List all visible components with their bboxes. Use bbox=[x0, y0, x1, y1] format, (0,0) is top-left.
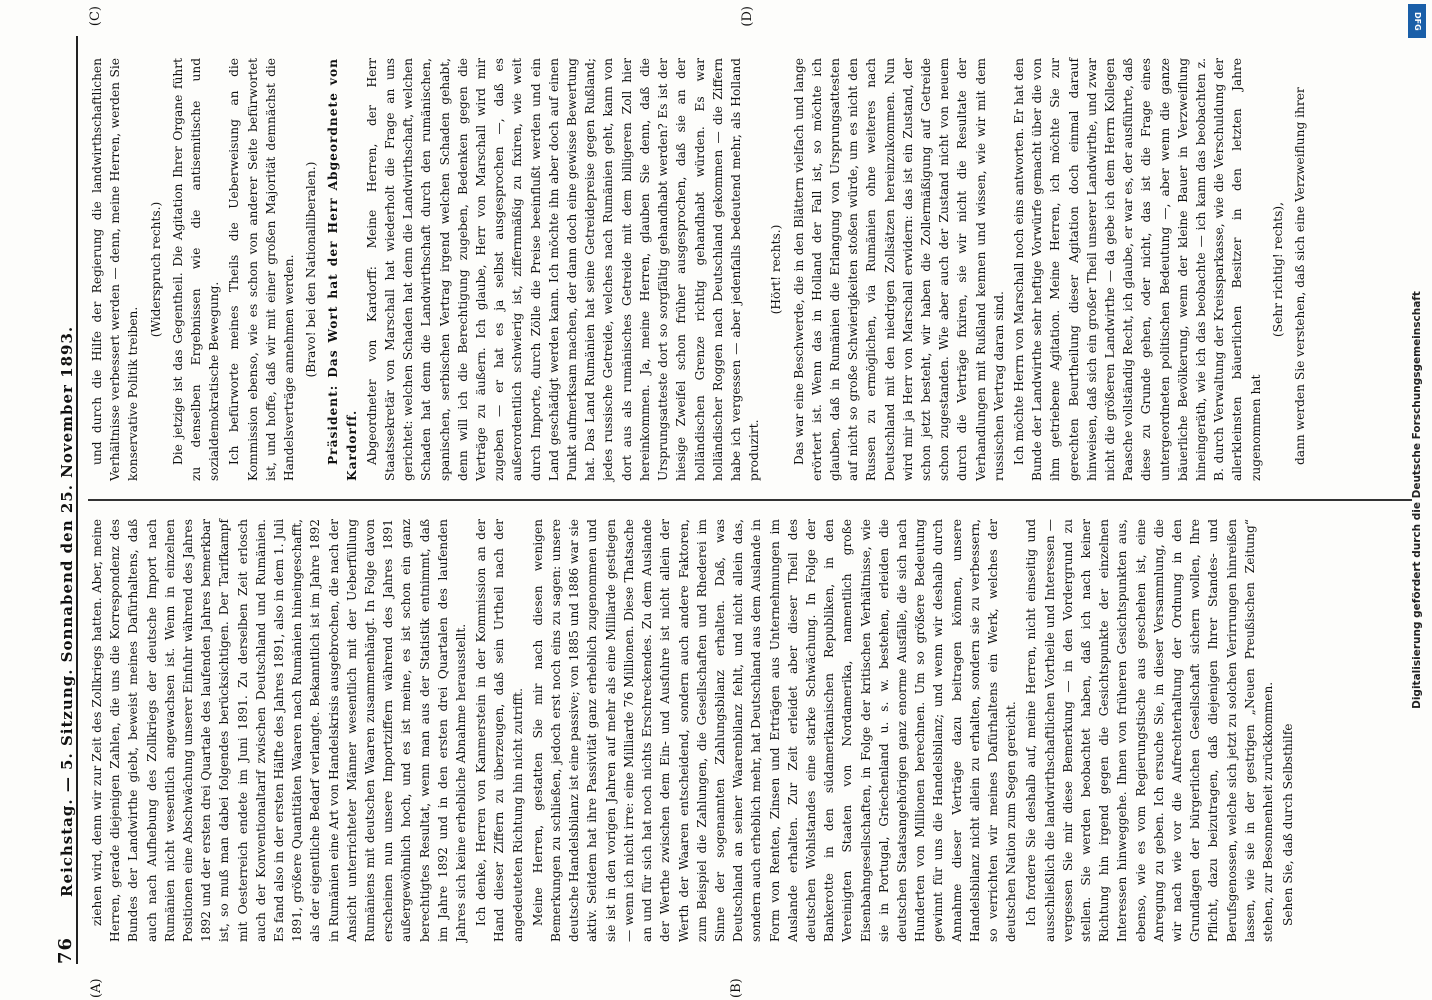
interjection: (Widerspruch rechts.) bbox=[148, 201, 163, 338]
page-number: 76 bbox=[55, 936, 76, 964]
paragraph: und durch die Hilfe der Regierung die landwirthschaftlichen Verhältnisse verbessert werden — denn, meine Herren, werden Sie konservative Politik treiben. bbox=[90, 58, 141, 481]
paragraph: Die jetzige ist das Gegentheil. Die Agitation Ihrer Organe führt zu denselben Ergebnissen wie die antisemitische und sozialdemokratische Bewegung. bbox=[170, 58, 222, 481]
margin-marker-b: (B) bbox=[729, 978, 744, 998]
paragraph: Sehen Sie, daß durch Selbsthilfe bbox=[1281, 723, 1296, 926]
paragraph: Ich fordere Sie deshalb auf, meine Herren, nicht einseitig und ausschließlich die landwirthschaftlichen Vortheile und Interessen — vergessen Sie mir diese Bemerkung — in den Vordergrund zu stellen. Sie werden beobachtet haben, daß ich nach keiner Richtung hin irgend gegen die Gesichtspunkte der einzelnen Interessen hinweggehe. Ihnen von früheren Gesichtspunkten aus, ebenso, wie es vom Regierungstische aus geschehen ist, eine Anregung zu geben. Ich ersuche Sie, in dieser Versammlung, die wir nach wie vor die Aufrechterhaltung der Ordnung in den Grundlagen der bürgerlichen Gesellschaft sichern wollen, Ihre Pflicht, dazu beizutragen, daß diejenigen Ihrer Standes- und Berufsgenossen, welche sich jetzt zu solchen Verirrungen hinreißen lassen, wie sie in der gestrigen „Neuen Preußischen Zeitung“ stehen, zur Besonnenheit zurückkommen. bbox=[1024, 519, 1275, 942]
paragraph: Das war eine Beschwerde, die in den Blättern vielfach und lange erörtert ist. Wenn das in Holland der Fall ist, so möchte ich glauben, daß in Rumänien die Erlangung von Ursprungsattesten auf nicht so große Schwierigkeiten stoßen würde, um es nicht den Russen zu ermöglichen, via Rumänien ohne weiteres nach Deutschland mit den niedrigen Zollsätzen hereinzukommen. Nun wird mir ja Herr von Marschall erwidern: das ist ein Zustand, der schon jetzt besteht, wir haben die Zollermäßigung auf Getreide schon zugestanden. Wie aber auch der Zustand nicht von neuem durch die Verträge fixiren, sie wir nicht die Resultate der Verhandlungen mit Rußland kennen und wissen, wie wir mit dem russischen Vertrag daran sind. bbox=[791, 58, 1006, 481]
paragraph: Meine Herren, gestatten Sie mir nach diesen wenigen Bemerkungen zu schließen, jedoch erst noch eins zu sagen: unsere deutsche Handelsbilanz ist eine passive; von 1885 und 1886 war sie aktiv. Seitdem hat ihre Passivität ganz erheblich zugenommen und sie ist in den vorigen Jahren auf mehr als eine Milliarde gestiegen — wenn ich nicht irre: eine Milliarde 76 Millionen. Diese Thatsache an und für sich hat noch nichts Erschreckendes. Zu dem Auslande der Werthe zwischen dem Ein- und Ausfuhre ist nicht allein der Werth der Waaren entscheidend, sondern auch andere Faktoren, zum Beispiel die Zahlungen, die Gesellschaften und Rhederei im Sinne der sogenannten Zahlungsbilanz erhalten. Daß, was Deutschland an seiner Waarenbilanz fehlt, und nicht allein das, sondern auch erheblich mehr, hat Deutschland aus dem Auslande in Form von Renten, Zinsen und Erträgen aus Unternehmungen im Auslande erhalten. Zur Zeit erleidet aber dieser Theil des deutschen Wohlstandes eine starke Schwächung. In Folge der Bankerotte in den südamerikanischen Republiken, in den Vereinigten Staaten von Nordamerika, namentlich große Eisenbahngesellschaften, in Folge der kritischen Verhältnisse, wie sie in Portugal, Griechenland u. s. w. bestehen, erleiden die deutschen Staatsangehörigen ganz enorme Ausfälle, die sich nach Hunderten von Millionen berechnen. Um so größere Bedeutung gewinnt für uns die Handelsbilanz; und wenn wir deshalb durch Annahme dieser Verträge dazu beitragen können, unsere Handelsbilanz nicht allein zu erhalten, sondern sie zu verbessern, so verrichten wir meines Dafürhaltens ein Werk, welches der deutschen Nation zum Segen gereicht. bbox=[530, 519, 1019, 942]
interjection: (Sehr richtig! rechts), bbox=[1270, 201, 1285, 338]
running-head: Reichstag. — 5. Sitzung. Sonnabend den 25. November 1893. bbox=[58, 325, 76, 897]
paragraph: Ich denke, Herren von Kanmerstein in der Kommission an der Hand dieser Ziffern zu überzeugen, daß sein Urtheil nach der angedeuteten Richtung hin nicht zutrifft. bbox=[474, 519, 525, 942]
left-column bbox=[88, 501, 1412, 998]
text-columns bbox=[88, 40, 1412, 998]
paragraph: Ich möchte Herrn von Marschall noch eins antworten. Er hat den Bunde der Landwirthe sehr heftige Vorwürfe gemacht über die von ihm getriebene Agitation. Meine Herren, ich möchte Sie zur gerechten Beurtheilung dieser Agitation doch einmal darauf hinweisen, daß sich ein großer Theil unserer Landwirthe, und zwar nicht die größeren Landwirthe — da gebe ich dem Herrn Kollegen Paasche vollständig Recht, ich glaube, er war es, der ausführte, daß diese zu Grunde gehen, oder nicht, das ist die Frage eines untergeordneten politischen Bedeutung —, aber wenn die ganze bäuerliche Bevölkerung, wenn der kleine Bauer in Verzweiflung hineingeräth, wie ich das beobachte — ich kann das beobachten z. B. durch Verwaltung der Kreissparkasse, wie die Verschuldung der allerkleinsten bäuerlichen Besitzer in den letzten Jahre zugenommen hat bbox=[1011, 58, 1263, 481]
paragraph: dann werden Sie verstehen, daß sich eine Verzweiflung ihrer bbox=[1293, 87, 1307, 465]
page-header bbox=[36, 36, 78, 964]
interjection: (Hört! rechts.) bbox=[769, 224, 784, 315]
paragraph: Abgeordneter von Kardorff: Meine Herren, der Herr Staatssekretär von Marschall hat wiederholt die Frage an uns gerichtet: welchen Schaden hat denn die Landwirthschaft, welchen Schaden hat denn die Landwirthschaft durch den rumänischen, spanischen, serbischen Vertrag irgend welchen Schaden gehabt, denn will ich die Berechtigung zugeben, Bedenken gegen die Verträge zu äußern. Ich glaube, Herr von Marschall wird mir zugeben — er hat es ja selbst ausgesprochen —, daß es außerordentlich schwierig ist, ziffernmäßig zu fixiren, wie weit durch Importe, durch Zölle die Preise beeinflußt werden und ein Land geschädigt werden kann. Ich möchte ihn aber doch auf einen Punkt aufmerksam machen, der dann doch eine gewisse Bewertung hat. Das Land Rumänien hat seine Getreidepreise gegen Rußland; jedes russische Getreide, welches nach Rumänien geht, kann von dort aus als rumänisches Getreide mit dem billigeren Zoll hier hereinkommen. Ja, meine Herren, glauben Sie denn, daß die Ursprungsatteste dort so sorgfältig gehandhabt werden? Es ist der hiesige Zweifel schon früher ausgesprochen, daß sie an der holländischen Grenze richtig gehandhabt würden. Es war holländischer Roggen nach Deutschland gekommen — die Ziffern habe ich vergessen — aber jedenfalls bedeutend mehr, als Holland produzirt. bbox=[364, 58, 762, 481]
margin-marker-d: (D) bbox=[740, 6, 755, 27]
digitization-credit: Digitalisierung gefördert durch die Deutsche Forschungsgemeinschaft bbox=[1411, 291, 1423, 709]
margin-marker-c: (C) bbox=[88, 6, 103, 27]
speaker-paragraph: Präsident: Das Wort hat der Herr Abgeordnete von Kardorff. bbox=[326, 58, 359, 481]
dfg-logo: DFG bbox=[1408, 4, 1426, 38]
paragraph: Ich befürworte meines Theils die Ueberweisung an die Kommission ebenso, wie es schon von anderer Seite befürwortet ist, und hoffe, daß wir mit einer großen Majorität demnächst die Handelsverträge annehmen werden. bbox=[227, 58, 297, 481]
paragraph: ziehen wird, denn wir zur Zeit des Zollkriegs hatten. Aber, meine Herren, gerade diejenigen Zahlen, die uns die Korrespondenz des Bundes der Landwirthe giebt, beweist meines Dafürhaltens, daß auch nach Aufhebung des Zollkriegs der deutsche Import nach Rumänien nicht wesentlich angewachsen ist. Wenn in einzelnen Positionen eine Abschwächung unserer Einfuhr während des Jahres 1892 und der ersten drei Quartale des laufenden Jahres bemerkbar ist, so muß man dabei folgendes berücksichtigen. Der Tarifkampf mit Oesterreich endete im Juni 1891. Zu derselben Zeit erlosch auch der Konventionaltarif zwischen Deutschland und Rumänien. Es fand also in der ersten Hälfte des Jahres 1891, also in dem 1. Juli 1891, größere Quantitäten Waaren nach Rumänien hineingeschafft, als der eigentliche Bedarf verlangte. Bekanntlich ist im Jahre 1892 in Rumänien eine Art von Handelskrisis ausgebrochen, die nach der Ansicht unterrichteter Männer wesentlich mit der Ueberfüllung Rumäniens mit deutschen Waaren zusammenhängt. In Folge davon erscheinen nun unsere Importziffern während des Jahres 1891 außergewöhnlich hoch, und es ist meine, es ist schon ein ganz berechtigtes Resultat, wenn man aus der Statistik entnimmt, daß im Jahre 1892 und in den ersten drei Quartalen des laufenden Jahres sich keine erhebliche Abnahme herausstellt. bbox=[90, 519, 469, 942]
digitization-note bbox=[1404, 0, 1430, 1000]
interjection: (Bravo! bei den Nationalliberalen.) bbox=[304, 161, 319, 378]
right-column bbox=[88, 40, 1412, 501]
margin-marker-a: (A) bbox=[89, 978, 104, 998]
